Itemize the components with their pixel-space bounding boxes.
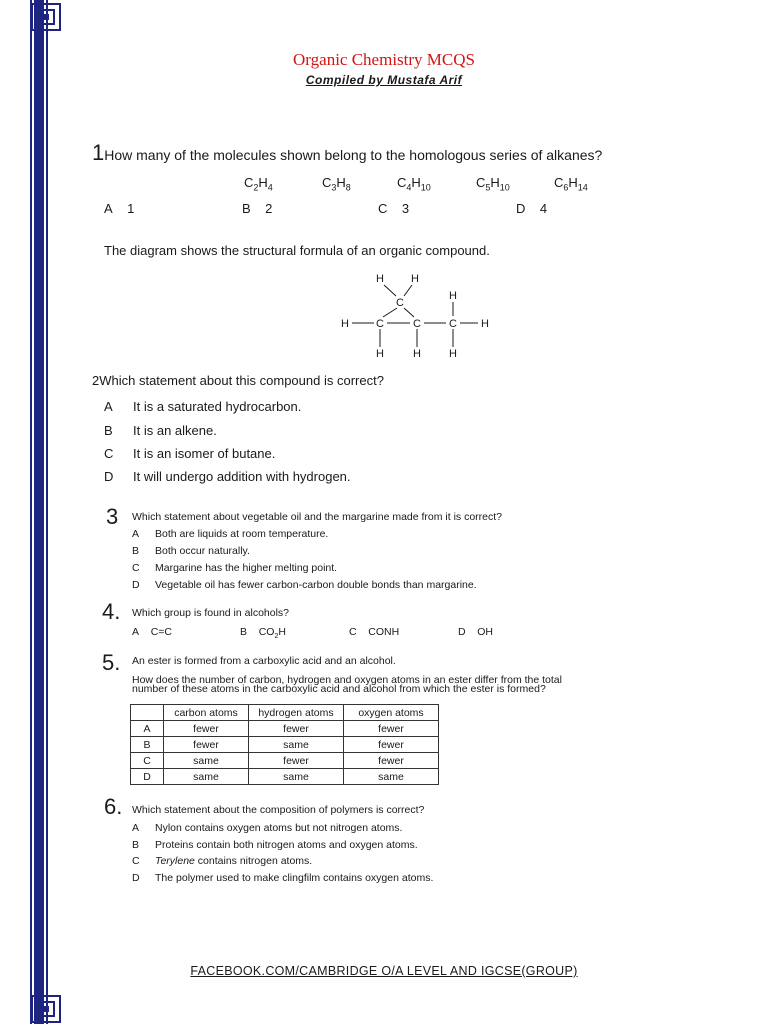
question-text: Which group is found in alcohols? bbox=[132, 607, 290, 619]
option-c: C 3 bbox=[378, 201, 410, 216]
option-c: C Margarine has the higher melting point. bbox=[132, 562, 338, 574]
page-title: Organic Chemistry MCQS bbox=[293, 50, 475, 69]
atom-c: C bbox=[376, 318, 384, 330]
page-border-left-outer bbox=[30, 0, 32, 1024]
option-d: D Vegetable oil has fewer carbon-carbon double bonds than margarine. bbox=[132, 579, 477, 591]
table-row: B fewer same fewer bbox=[131, 737, 439, 753]
atom-h: H bbox=[413, 348, 421, 360]
atom-c: C bbox=[396, 297, 404, 309]
atom-h: H bbox=[481, 318, 489, 330]
question-2 bbox=[92, 373, 384, 388]
option-a: A C=C bbox=[132, 626, 172, 638]
option-c: C Terylene contains nitrogen atoms. bbox=[132, 855, 313, 867]
diagram-intro: The diagram shows the structural formula of an organic compound. bbox=[104, 243, 490, 258]
question-text: How many of the molecules shown belong to the homologous series of alkanes? bbox=[104, 147, 603, 163]
atom-c: C bbox=[413, 318, 421, 330]
atom-h: H bbox=[411, 273, 419, 285]
page-subtitle: Compiled by Mustafa Arif bbox=[305, 73, 463, 87]
formula: $C_6H_{14}$ bbox=[554, 175, 588, 193]
question-number: 1 bbox=[92, 140, 105, 165]
option-a: A 1 bbox=[104, 201, 135, 216]
question-1 bbox=[92, 140, 602, 166]
option-b: B 2 bbox=[242, 201, 273, 216]
option-a: A Both are liquids at room temperature. bbox=[132, 528, 329, 540]
corner-ornament-top bbox=[28, 2, 64, 32]
formula: $C_5H_{10}$ bbox=[476, 175, 510, 193]
option-b: B It is an alkene. bbox=[104, 423, 217, 438]
atom-h: H bbox=[449, 290, 457, 302]
structural-formula-diagram bbox=[330, 266, 500, 366]
option-b: B Proteins contain both nitrogen atoms and oxygen atoms. bbox=[132, 839, 418, 851]
question-text: Which statement about this compound is correct? bbox=[99, 373, 384, 388]
atom-h: H bbox=[376, 273, 384, 285]
formula: $C_4H_{10}$ bbox=[397, 175, 431, 193]
page-border-left-inner bbox=[46, 0, 48, 1024]
option-b: B $CO_2H$ bbox=[240, 626, 286, 641]
option-d: D The polymer used to make clingfilm contains oxygen atoms. bbox=[132, 872, 434, 884]
corner-ornament-bottom bbox=[28, 994, 64, 1024]
question-text-line: number of these atoms in the carboxylic acid and alcohol from which the ester is formed? bbox=[132, 683, 546, 695]
atom-h: H bbox=[341, 318, 349, 330]
option-d: D OH bbox=[458, 626, 494, 638]
atom-c: C bbox=[449, 318, 457, 330]
question-number: 6. bbox=[104, 794, 123, 819]
option-c: C It is an isomer of butane. bbox=[104, 446, 276, 461]
atom-h: H bbox=[449, 348, 457, 360]
question-text-line: An ester is formed from a carboxylic acid and an alcohol. bbox=[132, 655, 396, 667]
option-c: C CONH bbox=[349, 626, 400, 638]
ester-table bbox=[130, 704, 439, 785]
question-text: Which statement about vegetable oil and the margarine made from it is correct? bbox=[132, 511, 503, 523]
option-b: B Both occur naturally. bbox=[132, 545, 250, 557]
table-row: D same same same bbox=[131, 769, 439, 785]
option-a: A Nylon contains oxygen atoms but not nitrogen atoms. bbox=[132, 822, 403, 834]
table-header-row bbox=[131, 705, 439, 721]
formula: $C_3H_8$ bbox=[322, 175, 351, 193]
table-row: A fewer fewer fewer bbox=[131, 721, 439, 737]
column-header: oxygen atoms bbox=[344, 705, 439, 721]
question-number: 4. bbox=[102, 599, 121, 624]
option-a: A It is a saturated hydrocarbon. bbox=[104, 399, 302, 414]
formula: $C_2H_4$ bbox=[244, 175, 273, 193]
table-row: C same fewer fewer bbox=[131, 753, 439, 769]
column-header: hydrogen atoms bbox=[249, 705, 344, 721]
option-d: D 4 bbox=[516, 201, 548, 216]
page-border-left bbox=[34, 0, 44, 1024]
question-number: 5. bbox=[102, 650, 121, 675]
option-d: D It will undergo addition with hydrogen. bbox=[104, 469, 351, 484]
question-text-line: How does the number of carbon, hydrogen and oxygen atoms in an ester differ from the total bbox=[132, 674, 562, 686]
footer-link[interactable]: FACEBOOK.COM/CAMBRIDGE O/A LEVEL AND IGCSE(GROUP) bbox=[190, 964, 578, 978]
atom-h: H bbox=[376, 348, 384, 360]
question-number: 3 bbox=[106, 504, 119, 529]
column-header: carbon atoms bbox=[164, 705, 249, 721]
question-number: 2 bbox=[92, 373, 100, 388]
question-text: Which statement about the composition of polymers is correct? bbox=[132, 804, 425, 816]
